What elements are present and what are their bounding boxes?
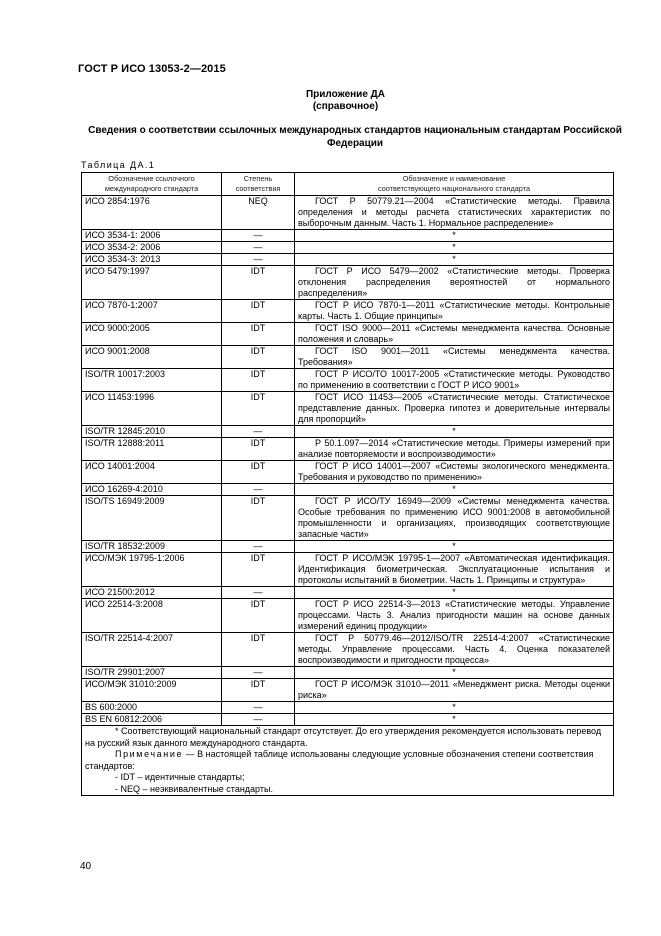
note-text: — В настоящей таблице использованы следующие условные обозначения степени соответствия стандартов: — [85, 749, 594, 771]
table-row — [82, 461, 614, 484]
table-row — [82, 300, 614, 323]
national-standard-cell: Р 50.1.097—2014 «Статистические методы. Примеры измерений при анализе повторяемости и воспроизводимости» — [295, 438, 614, 461]
national-standard-cell: ГОСТ Р ИСО/ТО 10017-2005 «Статистические методы. Руководство по применению в соответствии с ГОСТ Р ИСО 9001» — [295, 369, 614, 392]
correspondence-table — [81, 172, 614, 796]
table-row — [82, 714, 614, 726]
reference-standard-cell: ИСО 9001:2008 — [82, 346, 222, 369]
reference-standard-cell: ИСО 21500:2012 — [82, 587, 222, 599]
table-row — [82, 633, 614, 667]
degree-cell: NEQ — [222, 196, 295, 230]
table-row — [82, 679, 614, 702]
reference-standard-cell: ИСО/МЭК 19795-1:2006 — [82, 553, 222, 587]
table-row — [82, 392, 614, 426]
note-item-idt: - IDT – идентичные стандарты; — [115, 772, 245, 782]
degree-cell: IDT — [222, 438, 295, 461]
table-row — [82, 702, 614, 714]
table-row — [82, 438, 614, 461]
degree-cell: IDT — [222, 369, 295, 392]
page-number: 40 — [80, 861, 92, 872]
national-standard-cell: ГОСТ Р ИСО 5479—2002 «Статистические методы. Проверка отклонения распределения вероятностей от нормального распределения» — [295, 266, 614, 300]
column-header-national: Обозначение и наименование соответствующего национального стандарта — [295, 173, 614, 196]
table-footnote — [82, 726, 614, 796]
table-row — [82, 484, 614, 496]
table-row — [82, 541, 614, 553]
table-row — [82, 426, 614, 438]
note-item-neq: - NEQ – неэквивалентные стандарты. — [115, 783, 273, 794]
reference-standard-cell: ИСО/МЭК 31010:2009 — [82, 679, 222, 702]
reference-standard-cell: ИСО 2854:1976 — [82, 196, 222, 230]
reference-standard-cell: BS EN 60812:2006 — [82, 714, 222, 726]
appendix-subtitle: (справочное) — [312, 101, 379, 112]
column-header-degree: Степень соответствия — [222, 173, 295, 196]
appendix-heading: Сведения о соответствии ссылочных международных стандартов национальным стандартам Российской Федерации — [88, 125, 622, 149]
table-row — [82, 196, 614, 230]
degree-cell: — — [222, 702, 295, 714]
national-standard-cell: ГОСТ Р ИСО 22514-3—2013 «Статистические методы. Управление процессами. Часть 3. Анализ пригодности машин на основе данных измерений единиц продукции» — [295, 599, 614, 633]
table-row — [82, 599, 614, 633]
reference-standard-cell: ИСО 5479:1997 — [82, 266, 222, 300]
degree-cell: IDT — [222, 599, 295, 633]
national-standard-cell: * — [295, 714, 614, 726]
table-row — [82, 254, 614, 266]
reference-standard-cell: ИСО 3534-1: 2006 — [82, 230, 222, 242]
national-standard-cell: ГОСТ ISO 9001—2011 «Системы менеджмента качества. Требования» — [295, 346, 614, 369]
table-row — [82, 242, 614, 254]
table-row — [82, 587, 614, 599]
table-header-row — [82, 173, 614, 196]
reference-standard-cell: ИСО 7870-1:2007 — [82, 300, 222, 323]
degree-cell: IDT — [222, 633, 295, 667]
table-row — [82, 369, 614, 392]
degree-cell: IDT — [222, 300, 295, 323]
national-standard-cell: * — [295, 484, 614, 496]
reference-standard-cell: ISO/TS 16949:2009 — [82, 496, 222, 541]
degree-cell: — — [222, 426, 295, 438]
document-header: ГОСТ Р ИСО 13053-2—2015 — [78, 63, 226, 75]
degree-cell: — — [222, 484, 295, 496]
degree-cell: — — [222, 254, 295, 266]
degree-cell: — — [222, 667, 295, 679]
reference-standard-cell: ИСО 3534-2: 2006 — [82, 242, 222, 254]
table-footnote-row — [82, 726, 614, 796]
note-paragraph — [85, 749, 610, 772]
reference-standard-cell: ISO/TR 10017:2003 — [82, 369, 222, 392]
degree-cell: IDT — [222, 266, 295, 300]
reference-standard-cell: ISO/TR 18532:2009 — [82, 541, 222, 553]
national-standard-cell: * — [295, 667, 614, 679]
degree-cell: IDT — [222, 346, 295, 369]
appendix-title: Приложение ДА — [305, 89, 386, 100]
note-label: Примечание — [115, 749, 184, 759]
reference-standard-cell: ИСО 11453:1996 — [82, 392, 222, 426]
table-row — [82, 496, 614, 541]
degree-cell: — — [222, 230, 295, 242]
reference-standard-cell: ISO/TR 22514-4:2007 — [82, 633, 222, 667]
national-standard-cell: ГОСТ Р ИСО 14001—2007 «Системы экологического менеджмента. Требования и руководство по применению» — [295, 461, 614, 484]
reference-standard-cell: ISO/TR 12845:2010 — [82, 426, 222, 438]
national-standard-cell: * — [295, 254, 614, 266]
degree-cell: — — [222, 587, 295, 599]
national-standard-cell: ГОСТ Р 50779.46—2012/ISO/TR 22514-4:2007 «Статистические методы. Управление процессами. Часть 4. Оценка показателей воспроизводимости и пригодности процесса» — [295, 633, 614, 667]
table-caption: Таблица ДА.1 — [81, 160, 156, 170]
reference-standard-cell: ИСО 14001:2004 — [82, 461, 222, 484]
national-standard-cell: ГОСТ Р ИСО/МЭК 19795-1—2007 «Автоматическая идентификация. Идентификация биометрическая. Эксплуатационные испытания и протоколы испытаний в биометрии. Часть 1. Принципы и структура» — [295, 553, 614, 587]
degree-cell: — — [222, 242, 295, 254]
table-row — [82, 266, 614, 300]
table-row — [82, 323, 614, 346]
national-standard-cell: * — [295, 230, 614, 242]
table-row — [82, 230, 614, 242]
degree-cell: IDT — [222, 553, 295, 587]
national-standard-cell: ГОСТ Р ИСО/МЭК 31010—2011 «Менеджмент риска. Методы оценки риска» — [295, 679, 614, 702]
national-standard-cell: ГОСТ ИСО 11453—2005 «Статистические методы. Статистическое представление данных. Проверка гипотез и доверительные интервалы для пропорций» — [295, 392, 614, 426]
degree-cell: IDT — [222, 461, 295, 484]
national-standard-cell: ГОСТ Р 50779.21—2004 «Статистические методы. Правила определения и методы расчета статистических характеристик по выборочным данным. Часть 1. Нормальное распределение» — [295, 196, 614, 230]
reference-standard-cell: ИСО 22514-3:2008 — [82, 599, 222, 633]
appendix-title-block — [0, 89, 661, 113]
national-standard-cell: * — [295, 541, 614, 553]
table-row — [82, 553, 614, 587]
table-row — [82, 667, 614, 679]
degree-cell: — — [222, 714, 295, 726]
reference-standard-cell: ИСО 16269-4:2010 — [82, 484, 222, 496]
degree-cell: IDT — [222, 392, 295, 426]
degree-cell: IDT — [222, 323, 295, 346]
reference-standard-cell: ИСО 3534-3: 2013 — [82, 254, 222, 266]
national-standard-cell: ГОСТ Р ИСО/ТУ 16949—2009 «Системы менеджмента качества. Особые требования по применению ИСО 9001:2008 в автомобильной промышленности и организациях, производящих соответствующие запасные части» — [295, 496, 614, 541]
national-standard-cell: ГОСТ Р ИСО 7870-1—2011 «Статистические методы. Контрольные карты. Часть 1. Общие принципы» — [295, 300, 614, 323]
national-standard-cell: * — [295, 702, 614, 714]
degree-cell: — — [222, 541, 295, 553]
degree-cell: IDT — [222, 496, 295, 541]
reference-standard-cell: BS 600:2000 — [82, 702, 222, 714]
degree-cell: IDT — [222, 679, 295, 702]
reference-standard-cell: ISO/TR 29901:2007 — [82, 667, 222, 679]
national-standard-cell: ГОСТ ISO 9000—2011 «Системы менеджмента качества. Основные положения и словарь» — [295, 323, 614, 346]
column-header-reference: Обозначение ссылочного международного стандарта — [82, 173, 222, 196]
reference-standard-cell: ИСО 9000:2005 — [82, 323, 222, 346]
table-body — [82, 196, 614, 726]
reference-standard-cell: ISO/TR 12888:2011 — [82, 438, 222, 461]
star-footnote: * Соответствующий национальный стандарт отсутствует. До его утверждения рекомендуется использовать перевод на русский язык данного международного стандарта. — [85, 726, 602, 748]
national-standard-cell: * — [295, 587, 614, 599]
national-standard-cell: * — [295, 242, 614, 254]
table-row — [82, 346, 614, 369]
national-standard-cell: * — [295, 426, 614, 438]
